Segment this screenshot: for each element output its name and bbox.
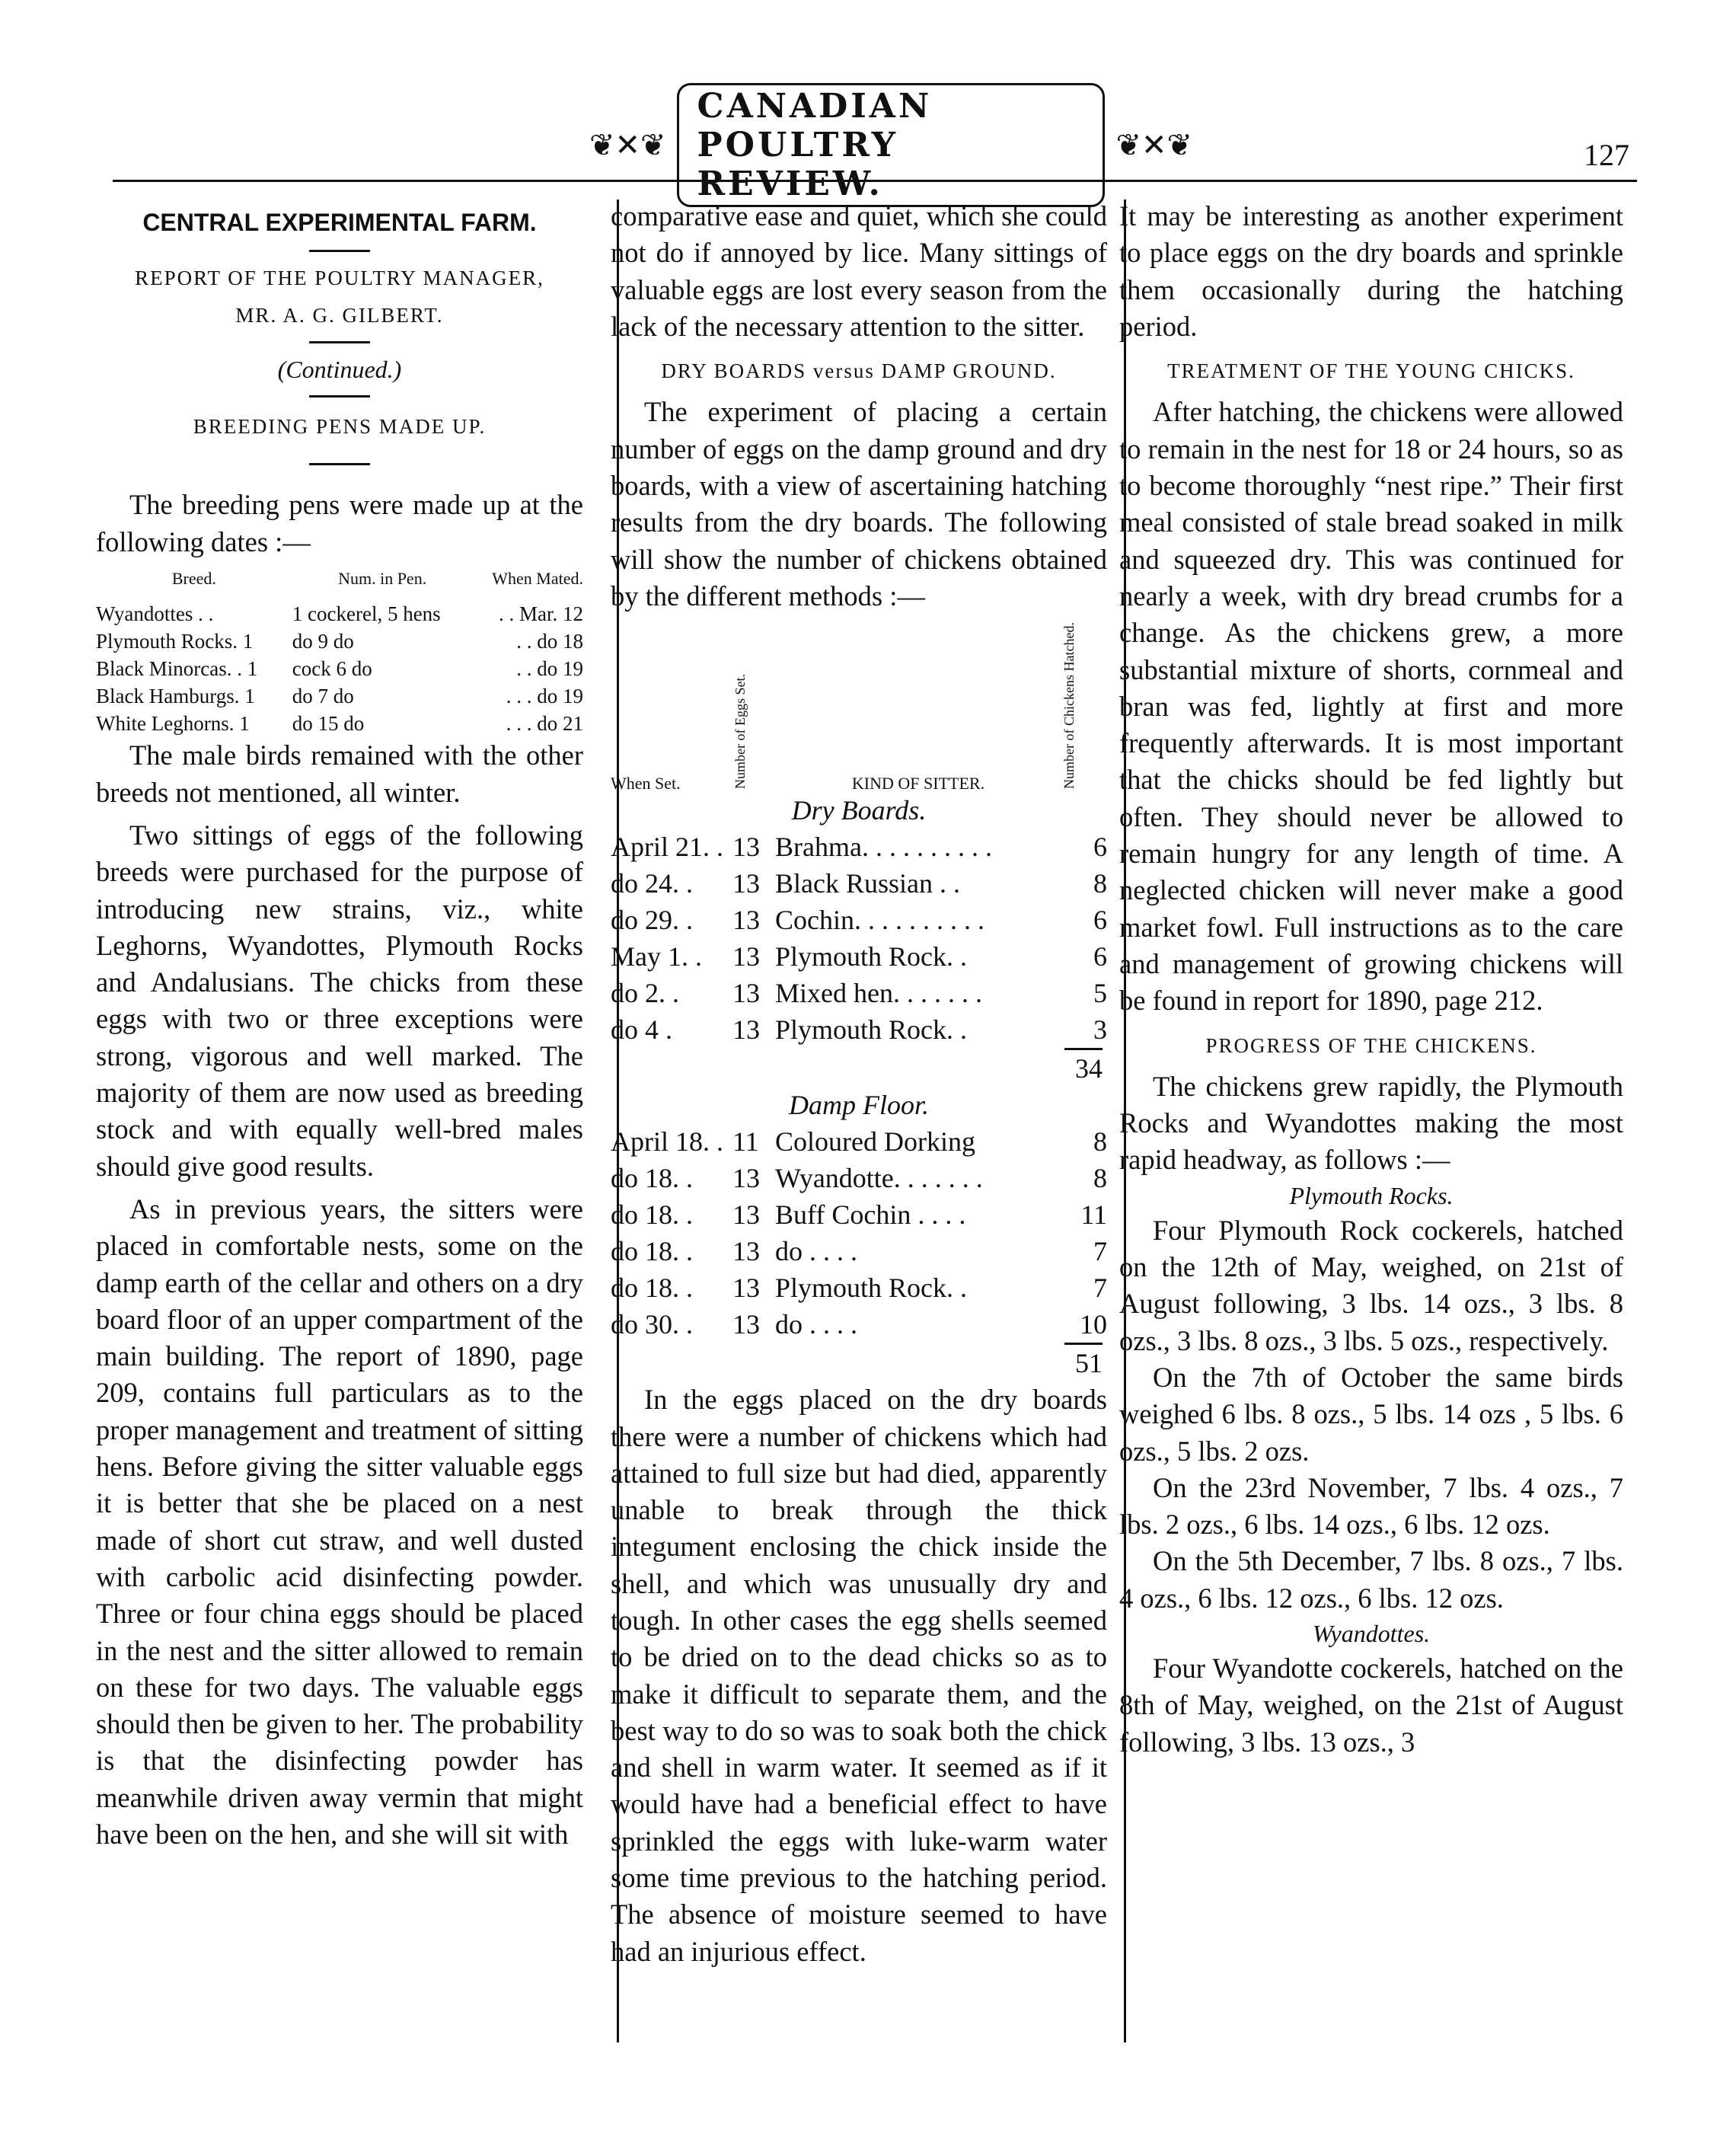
- table-row: [611, 1196, 1107, 1233]
- table-header-row: [611, 622, 1107, 792]
- article-heading: CENTRAL EXPERIMENTAL FARM.: [142, 209, 537, 236]
- table-cell: do 24. .: [611, 868, 693, 899]
- section-heading: TREATMENT OF THE YOUNG CHICKS.: [1167, 359, 1575, 383]
- table-cell: Wyandottes . .: [96, 602, 214, 626]
- continued-label: (Continued.): [277, 355, 402, 383]
- table-cell: do 9 do: [292, 630, 354, 653]
- column-header: Number of Eggs Set.: [732, 674, 748, 790]
- table-cell: 5: [1093, 978, 1107, 1009]
- table-cell: Black Russian . .: [775, 868, 960, 899]
- table-cell: 13: [732, 1014, 760, 1046]
- column-header: When Mated.: [492, 569, 583, 589]
- table-cell: 13: [732, 941, 760, 972]
- dry-boards-label: Dry Boards.: [791, 795, 927, 826]
- table-cell: do 18. .: [611, 1273, 693, 1304]
- table-row: [96, 655, 583, 682]
- subheading: Plymouth Rocks.: [1289, 1181, 1454, 1209]
- column-1: [96, 198, 583, 1853]
- table-cell: Mixed hen. . . . . . .: [775, 978, 982, 1009]
- table-row: [96, 600, 583, 628]
- table-cell: 13: [732, 832, 760, 863]
- table-cell: Buff Cochin . . . .: [775, 1199, 966, 1231]
- damp-floor-label: Damp Floor.: [788, 1090, 929, 1121]
- paragraph: On the 23rd November, 7 lbs. 4 ozs., 7 lbs. 2 ozs., 6 lbs. 14 ozs., 6 lbs. 12 ozs.: [1119, 1471, 1623, 1541]
- table-row: [611, 902, 1107, 938]
- sitter-table: [611, 622, 1107, 1381]
- table-cell: 3: [1093, 1014, 1107, 1046]
- table-cell: Cochin. . . . . . . . . .: [775, 905, 984, 936]
- table-cell: 1 cockerel, 5 hens: [292, 602, 441, 626]
- table-row: [611, 1160, 1107, 1196]
- column-2: [611, 198, 1107, 1970]
- ornament-left-icon: ❦✕❦: [589, 127, 666, 162]
- report-line-1: REPORT OF THE POULTRY MANAGER,: [135, 267, 544, 290]
- table-cell: 8: [1093, 868, 1107, 899]
- paragraph: The breeding pens were made up at the following dates :—: [96, 489, 583, 557]
- table-cell: 13: [732, 1309, 760, 1340]
- paragraph: Four Plymouth Rock cockerels, hatched on the 12th of May, weighed, on 21st of August following, 3 lbs. 14 ozs., 3 lbs. 8 ozs., 3 lbs. 8 ozs., 3 lbs. 5 ozs., respectively.: [1119, 1214, 1623, 1356]
- table-cell: Coloured Dorking: [775, 1126, 975, 1158]
- table-cell: do 18. .: [611, 1199, 693, 1231]
- header-rule: [113, 180, 1637, 182]
- ornament-right-icon: ❦✕❦: [1115, 127, 1192, 162]
- column-header: KIND OF SITTER.: [851, 774, 985, 794]
- column-3: [1119, 198, 1623, 1761]
- table-row: [611, 829, 1107, 865]
- page-number: 127: [1584, 138, 1629, 172]
- section-heading: BREEDING PENS MADE UP.: [193, 415, 487, 439]
- column-header: Num. in Pen.: [338, 569, 427, 589]
- paragraph: The chickens grew rapidly, the Plymouth Rocks and Wyandottes making the most rapid headway, as follows :—: [1119, 1070, 1623, 1176]
- table-cell: do 18. .: [611, 1163, 693, 1194]
- table-cell: 13: [732, 1199, 760, 1231]
- table-row: [611, 1306, 1107, 1343]
- table-cell: 13: [732, 905, 760, 936]
- table-cell: 13: [732, 978, 760, 1009]
- paragraph: comparative ease and quiet, which she could not do if annoyed by lice. Many sittings of valuable eggs are lost every season from the lack of the necessary attention to the sitter.: [611, 200, 1107, 342]
- table-cell: Brahma. . . . . . . . . .: [775, 832, 992, 863]
- table-cell: . . . do 19: [506, 685, 583, 708]
- divider: [309, 250, 370, 252]
- table-cell: 7: [1093, 1236, 1107, 1267]
- table-cell: 8: [1093, 1126, 1107, 1158]
- table-row: [611, 865, 1107, 902]
- table-cell: Black Minorcas. . 1: [96, 657, 258, 681]
- table-row: [611, 1269, 1107, 1306]
- table-cell: do . . . .: [775, 1236, 857, 1267]
- table-cell: cock 6 do: [292, 657, 372, 681]
- table-row: [611, 1233, 1107, 1269]
- paragraph: As in previous years, the sitters were placed in comfortable nests, some on the damp earth of the cellar and others on a dry board floor of an upper compartment of the main building. The report of 1890, page 209, contains full particulars as to the proper management and treatment of sitting hens. Before giving the sitter valuable eggs it is better that she be placed on a nest made of short cut straw, and well dusted with carbolic acid disinfecting powder. Three or four china eggs should be placed in the nest and the sitter allowed to remain on these for two days. The valuable eggs should then be given to her. The probability is that the disinfecting powder has meanwhile driven away vermin that might have been on the hen, and she will sit with: [96, 1193, 583, 1850]
- table-cell: . . do 19: [516, 657, 583, 681]
- paragraph: It may be interesting as another experiment to place eggs on the dry boards and sprinkle them occasionally during the hatching period.: [1119, 200, 1623, 342]
- table-cell: do 2. .: [611, 978, 679, 1009]
- table-row: [611, 975, 1107, 1011]
- table-cell: do 30. .: [611, 1309, 693, 1340]
- paragraph: The experiment of placing a certain number of eggs on the damp ground and dry boards, with a view of ascertaining hatching results from the dry boards. The following will show the number of chickens obtained by the different methods :—: [611, 396, 1107, 612]
- paragraph: After hatching, the chickens were allowed to remain in the nest for 18 or 24 hours, so as to become thoroughly “nest ripe.” Their first meal consisted of stale bread soaked in milk and squeezed dry. This was continued for nearly a week, with dry bread crumbs for a change. As the chickens grew, a more substantial mixture of shorts, cornmeal and bran was fed, lightly at first and more frequently afterwards. It is most important that the chicks should be fed lightly but often. They should never be allowed to remain hungry for any length of time. A neglected chicken will never make a good market fowl. Full instructions as to the care and management of growing chickens will be found in report for 1890, page 212.: [1119, 396, 1623, 1017]
- table-cell: Wyandotte. . . . . . .: [775, 1163, 983, 1194]
- divider: [309, 395, 370, 398]
- table-cell: . . Mar. 12: [499, 602, 583, 626]
- table-row: [611, 1011, 1107, 1048]
- table-cell: 13: [732, 1273, 760, 1304]
- table-cell: 8: [1093, 1163, 1107, 1194]
- damp-total: 51: [1075, 1348, 1103, 1379]
- table-cell: Black Hamburgs. 1: [96, 685, 255, 708]
- table-cell: 11: [732, 1126, 759, 1158]
- table-cell: April 18. .: [611, 1126, 723, 1158]
- table-cell: 6: [1093, 832, 1107, 863]
- table-cell: do 29. .: [611, 905, 693, 936]
- section-heading: DRY BOARDS versus DAMP GROUND.: [661, 359, 1057, 383]
- table-header-row: [96, 560, 583, 600]
- table-cell: do 4 .: [611, 1014, 672, 1046]
- divider: [309, 341, 370, 343]
- paragraph: Four Wyandotte cockerels, hatched on the 8th of May, weighed, on the 21st of August following, 3 lbs. 13 ozs., 3: [1119, 1652, 1623, 1758]
- table-row: [611, 1123, 1107, 1160]
- table-cell: 13: [732, 1236, 760, 1267]
- table-cell: 10: [1080, 1309, 1107, 1340]
- table-row: [96, 682, 583, 710]
- section-heading: PROGRESS OF THE CHICKENS.: [1205, 1033, 1537, 1057]
- masthead: [579, 86, 1203, 203]
- table-row: [611, 938, 1107, 975]
- journal-title: CANADIAN POULTRY REVIEW.: [677, 83, 1106, 207]
- table-cell: do 18. .: [611, 1236, 693, 1267]
- table-cell: 13: [732, 868, 760, 899]
- table-cell: Plymouth Rock. .: [775, 941, 968, 972]
- table-cell: 11: [1080, 1199, 1107, 1231]
- paragraph: On the 5th December, 7 lbs. 8 ozs., 7 lbs. 4 ozs., 6 lbs. 12 ozs., 6 lbs. 12 ozs.: [1119, 1545, 1623, 1614]
- table-cell: 6: [1093, 905, 1107, 936]
- paragraph: In the eggs placed on the dry boards there were a number of chickens which had attained to full size but had died, apparently unable to break through the thick integument enclosing the chick inside the shell, and which was unusually dry and tough. In other cases the egg shells seemed to be dried on to the dead chicks so as to make it difficult to separate them, and the best way to do so was to soak both the chick and shell in warm water. It seemed as if it would have had a beneficial effect to have sprinkled the eggs with luke-warm water some time previous to the hatching period. The absence of moisture seemed to have had an injurious effect.: [611, 1384, 1107, 1967]
- table-cell: . . do 18: [516, 630, 583, 653]
- table-cell: April 21. .: [611, 832, 723, 863]
- table-cell: 6: [1093, 941, 1107, 972]
- table-cell: do 15 do: [292, 712, 365, 736]
- table-cell: Plymouth Rocks. 1: [96, 630, 254, 653]
- table-cell: Plymouth Rock. .: [775, 1273, 968, 1304]
- column-header: When Set.: [611, 774, 681, 794]
- table-row: [96, 628, 583, 655]
- report-line-2: MR. A. G. GILBERT.: [235, 303, 444, 327]
- column-header: Breed.: [171, 569, 216, 589]
- breed-table: [96, 560, 583, 737]
- table-row: [96, 710, 583, 737]
- table-cell: White Leghorns. 1: [96, 712, 250, 736]
- table-cell: . . . do 21: [506, 712, 583, 736]
- table-cell: Plymouth Rock. .: [775, 1014, 968, 1046]
- table-cell: 13: [732, 1163, 760, 1194]
- dry-total: 34: [1075, 1053, 1103, 1084]
- paragraph: Two sittings of eggs of the following breeds were purchased for the purpose of introducing new strains, viz., white Leghorns, Wyandottes, Plymouth Rocks and Andalusians. The chicks from these eggs with two or three exceptions were strong, vigorous and well marked. The majority of them are now used as breeding stock and with equally well-bred males should give good results.: [96, 819, 583, 1182]
- paragraph: The male birds remained with the other breeds not mentioned, all winter.: [96, 739, 583, 808]
- table-cell: 7: [1093, 1273, 1107, 1304]
- divider: [309, 463, 370, 465]
- table-cell: do 7 do: [292, 685, 354, 708]
- subheading: Wyandottes.: [1312, 1619, 1431, 1647]
- table-cell: May 1. .: [611, 941, 702, 972]
- paragraph: On the 7th of October the same birds weighed 6 lbs. 8 ozs., 5 lbs. 14 ozs , 5 lbs. 6 ozs., 5 lbs. 2 ozs.: [1119, 1361, 1623, 1467]
- column-header: Number of Chickens Hatched.: [1061, 622, 1077, 790]
- table-cell: do . . . .: [775, 1309, 857, 1340]
